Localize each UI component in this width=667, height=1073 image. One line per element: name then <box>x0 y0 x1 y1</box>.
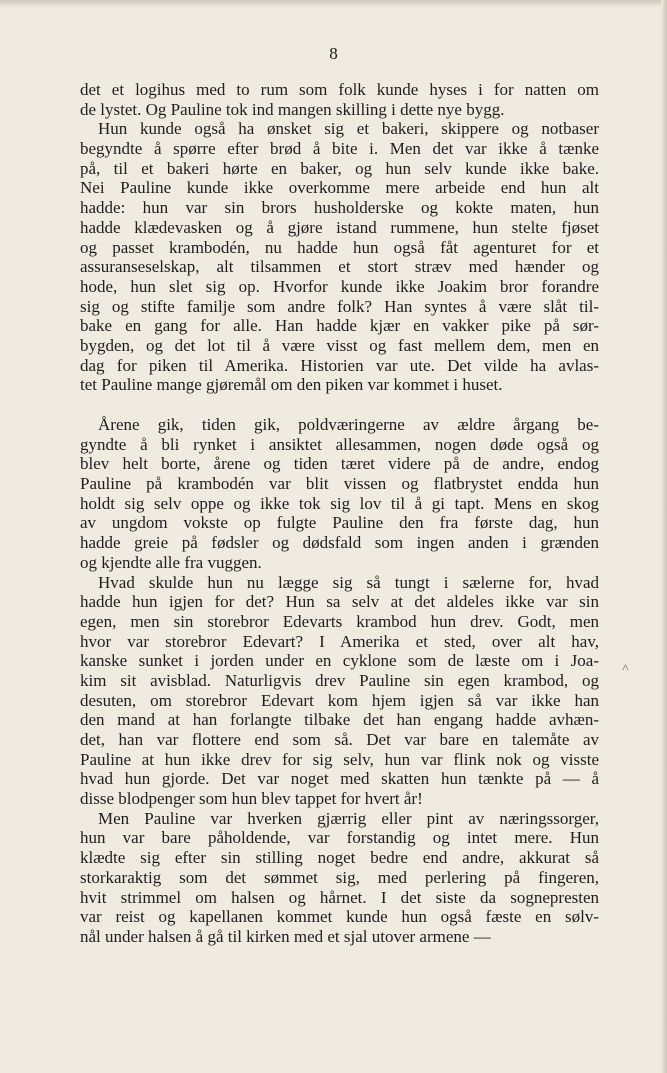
text-line: begyndte å spørre efter brød å bite i. Men det var ikke å tænke <box>80 139 599 159</box>
text-line: hadde klædevasken og å gjøre istand rummene, hun stelte fjøset <box>80 217 599 237</box>
paragraph-4 <box>80 573 599 809</box>
page-top-edge <box>0 0 667 8</box>
text-line: var reist og kapellanen kommet kunde hun også fæste en sølv- <box>80 907 599 927</box>
text-line: dag for piken til Amerika. Historien var ute. Det vilde ha avlas- <box>80 355 599 375</box>
text-line: assuranseselskap, alt tilsammen et stort stræv med hænder og <box>80 257 599 277</box>
text-line: hvor var storebror Edevart? I Amerika et sted, over alt hav, <box>80 631 599 651</box>
text-line: Men Pauline var hverken gjærrig eller pint av næringssorger, <box>98 808 599 828</box>
text-line: de lystet. Og Pauline tok ind mangen skilling i dette nye bygg. <box>80 99 505 119</box>
text-line: disse blodpenger som hun blev tappet for hvert år! <box>80 789 423 809</box>
text-line: bake en gang for alle. Han hadde kjær en vakker pike på sør- <box>80 316 599 336</box>
text-line: sig og stifte familje som andre folk? Han syntes å være slåt til- <box>80 296 599 316</box>
text-line: og passet krambodén, nu hadde hun også fåt agenturet for et <box>80 237 599 257</box>
paragraph-5 <box>80 809 599 947</box>
text-line: og kjendte alle fra vuggen. <box>80 552 262 572</box>
text-line: det, han var flottere end som så. Det var bare en talemåte av <box>80 730 599 749</box>
text-line: den mand at han forlangte tilbake det han engang hadde avhæn- <box>80 710 599 730</box>
text-line: hode, hun slet sig op. Hvorfor kunde ikke Joakim bror forandre <box>80 276 599 296</box>
text-line: av ungdom vokste op fulgte Pauline den fra første dag, hun <box>80 513 599 533</box>
text-line: på, til et bakeri hørte en baker, og hun selv kunde ikke bake. <box>80 158 599 178</box>
text-line: hvit strimmel om halsen og hårnet. I det siste da sognepresten <box>80 887 599 907</box>
paragraph-gap <box>80 395 599 415</box>
text-line: hadde hun igjen for det? Hun sa selv at det aldeles ikke var sin <box>80 592 599 612</box>
text-line: hadde: hun var sin brors husholderske og kokte maten, hun <box>80 198 599 218</box>
text-line: gyndte å bli rynket i ansiktet allesammen, nogen døde også og <box>80 434 599 454</box>
page-right-edge <box>661 0 667 1073</box>
text-line: Nei Pauline kunde ikke overkomme mere arbeide end hun alt <box>80 178 599 198</box>
text-line: storkaraktig som det sømmet sig, med perlering på fingeren, <box>80 867 599 887</box>
text-line: det et logihus med to rum som folk kunde hyses i for natten om <box>80 80 599 99</box>
text-line: bygden, og det lot til å være visst og fast mellem dem, men en <box>80 335 599 355</box>
paragraph-2 <box>80 119 599 395</box>
paragraph-1 <box>80 80 599 119</box>
text-line: hadde greie på fødsler og dødsfald som ingen anden i grænden <box>80 533 599 553</box>
text-line: egen, men sin storebror Edevarts krambod hun drev. Godt, men <box>80 611 599 631</box>
page-number: 8 <box>329 44 338 63</box>
body-text <box>80 80 599 947</box>
text-line: kim sit avisblad. Naturligvis drev Pauline sin egen krambod, og <box>80 670 599 690</box>
text-line: hvad hun gjorde. Det var noget med skatten hun tænkte på — å <box>80 769 599 789</box>
margin-mark: ˄ <box>622 660 629 674</box>
text-line: Årene gik, tiden gik, poldværingerne av ældre årgang be- <box>98 415 599 434</box>
text-line: hun var bare påholdende, var forstandig og intet mere. Hun <box>80 828 599 848</box>
text-line: blev helt borte, årene og tiden tæret videre på de andre, endog <box>80 454 599 474</box>
text-line: nål under halsen å gå til kirken med et sjal utover armene — <box>80 926 491 946</box>
text-line: tet Pauline mange gjøremål om den piken var kommet i huset. <box>80 375 503 395</box>
text-line: Pauline at hun ikke drev for sig selv, hun var flink nok og visste <box>80 749 599 769</box>
text-line: Hun kunde også ha ønsket sig et bakeri, skippere og notbaser <box>98 119 599 139</box>
text-line: kanske sunket i jorden under en cyklone som de læste om i Joa- <box>80 651 599 671</box>
text-line: klædte sig efter sin stilling noget bedre end andre, akkurat så <box>80 848 599 868</box>
paragraph-3 <box>80 415 599 573</box>
text-line: desuten, om storebror Edevart kom hjem igjen så var ikke han <box>80 690 599 710</box>
text-line: Hvad skulde hun nu lægge sig så tungt i sælerne for, hvad <box>98 572 599 592</box>
text-line: holdt sig selv oppe og ikke tok sig lov til å gi tapt. Mens en skog <box>80 493 599 513</box>
text-line: Pauline på krambodén var blit vissen og flatbrystet endda hun <box>80 474 599 494</box>
